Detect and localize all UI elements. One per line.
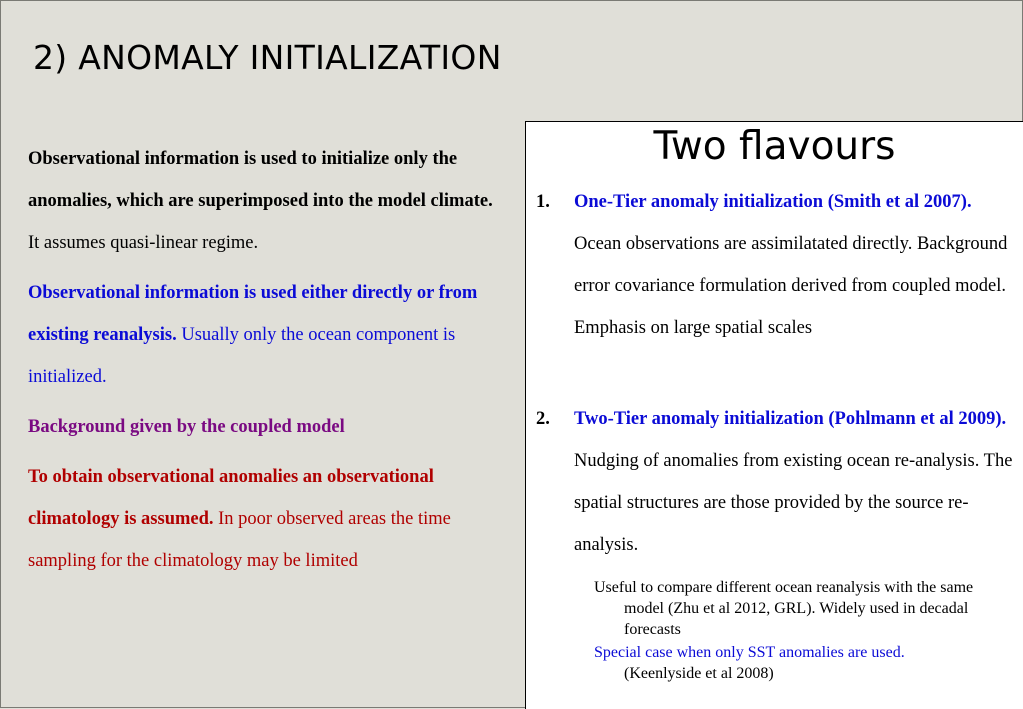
paragraph-1	[28, 138, 500, 264]
list-item-text: Ocean observations are assimilatated directly. Background error covariance formulation derived from coupled model. Emphasis on large spatial scales	[574, 234, 1008, 338]
paragraph-4-text: In poor observed areas the time sampling for the climatology may be limited	[28, 509, 451, 571]
note-sst	[594, 642, 1014, 684]
paragraph-4-bold: To obtain observational anomalies an observational climatology is assumed.	[28, 467, 434, 529]
paragraph-1-bold: Observational information is used to initialize only the anomalies, which are superimposed into the model climate.	[28, 149, 493, 211]
list-item-bold: Two-Tier anomaly initialization (Pohlmann et al 2009).	[574, 409, 1007, 429]
list-number: 2.	[536, 409, 550, 429]
list-text	[574, 181, 1014, 349]
paragraph-3-bold: Background given by the coupled model	[28, 417, 345, 437]
list-text	[574, 398, 1014, 566]
note-2-blue-text: Special case when only SST anomalies are used.	[594, 644, 905, 661]
two-flavours-panel	[525, 121, 1023, 709]
list-item-text: Nudging of anomalies from existing ocean re-analysis. The spatial structures are those provided by the source re-analysis.	[574, 451, 1013, 555]
paragraph-2	[28, 272, 500, 398]
list-number: 1.	[536, 192, 550, 212]
note-reanalysis	[594, 577, 1014, 640]
paragraph-3	[28, 406, 500, 448]
note-1-text: Useful to compare different ocean reanalysis with the same model (Zhu et al 2012, GRL). Widely used in decadal forecasts	[594, 579, 974, 638]
paragraph-4	[28, 456, 500, 582]
left-column	[28, 138, 500, 590]
list-item-bold: One-Tier anomaly initialization (Smith et al 2007).	[574, 192, 972, 212]
paragraph-1-text: It assumes quasi-linear regime.	[28, 233, 259, 253]
panel-title: Two flavours	[653, 124, 896, 169]
paragraph-2-bold: Observational information is used either directly or from existing reanalysis.	[28, 283, 478, 345]
page-title: 2) ANOMALY INITIALIZATION	[33, 38, 502, 77]
paragraph-2-text: Usually only the ocean component is initialized.	[28, 325, 456, 387]
note-2-citation: (Keenlyside et al 2008)	[624, 665, 774, 682]
